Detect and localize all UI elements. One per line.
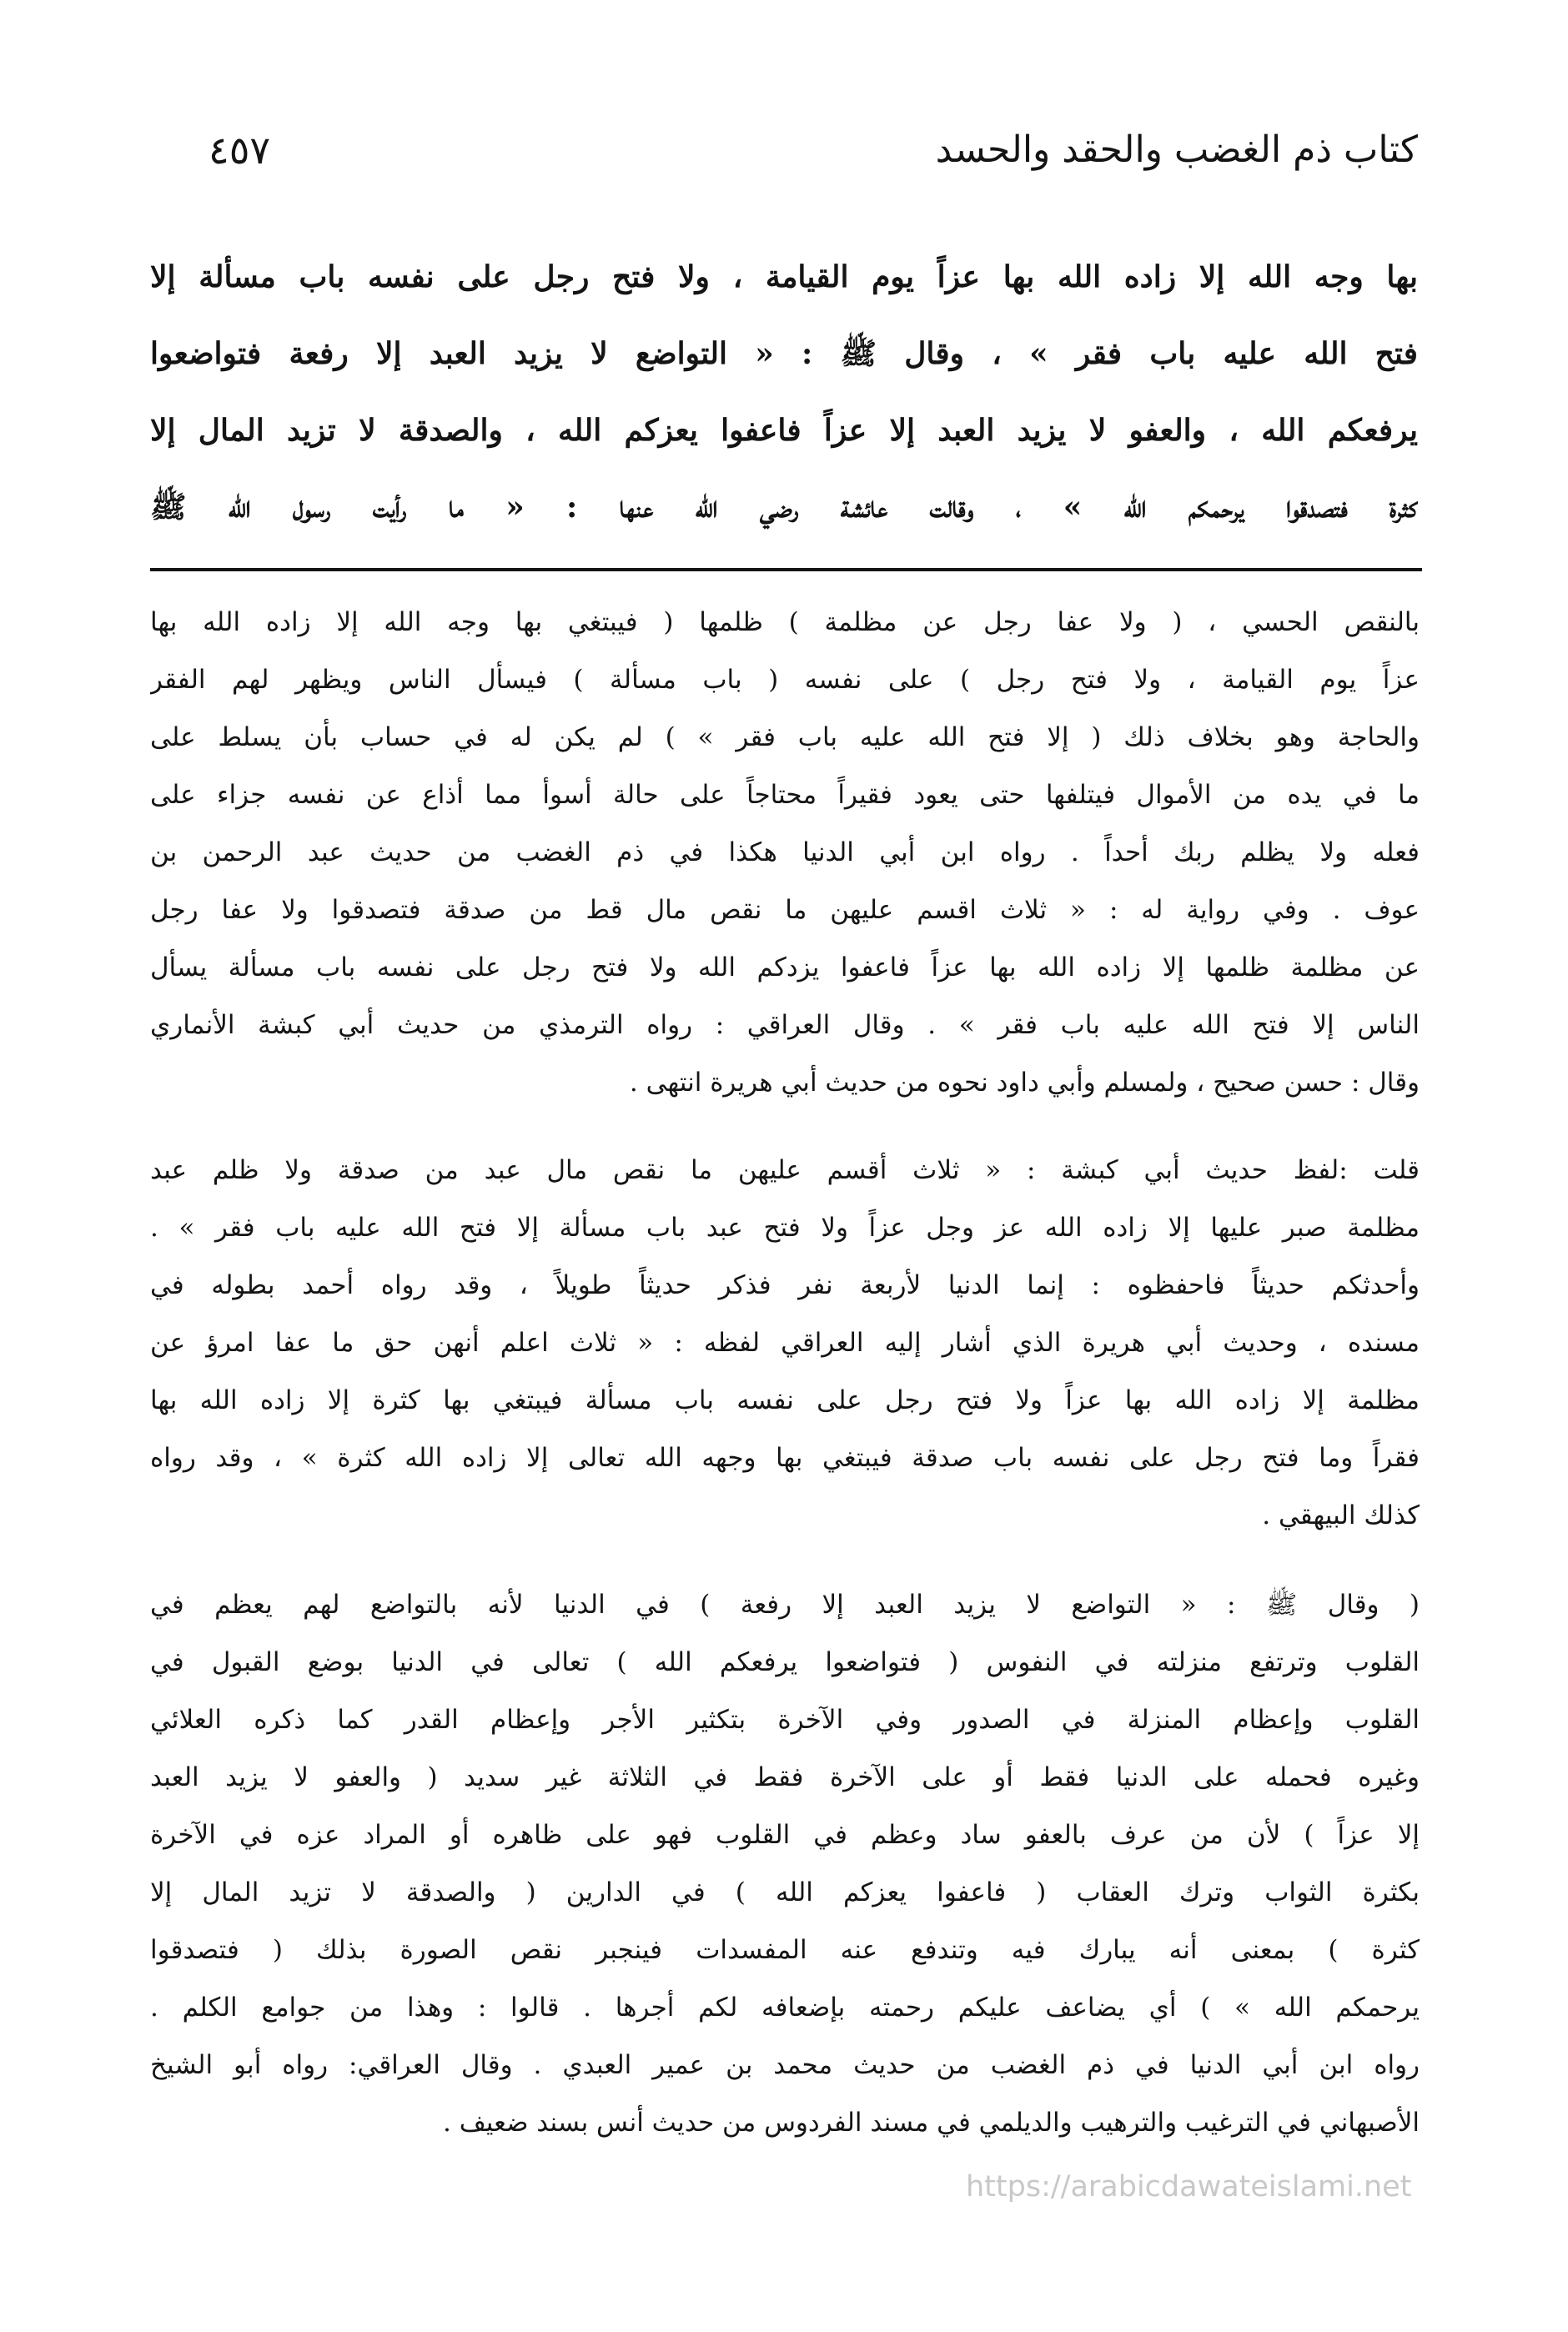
commentary-line: فعله ولا يظلم ربك أحداً . رواه ابن أبي الدنيا هكذا في ذم الغضب من حديث عبد الرحمن بن xyxy=(150,837,1420,867)
commentary-line: فقراً وما فتح رجل على نفسه باب صدقة فيبتغي بها وجهه الله تعالى إلا زاده الله كثرة » ، وقد رواه xyxy=(150,1443,1420,1473)
commentary-paragraph-1 xyxy=(150,594,1420,1112)
paragraph-spacer xyxy=(150,1545,1420,1576)
main-text-line: كثرة فتصدقوا يرحمكم الله » ، وقالت عائشة رضي الله عنها : « ما رأيت رسول الله ﷺ xyxy=(150,490,1418,525)
running-title: كتاب ذم الغضب والحقد والحسد xyxy=(935,128,1418,171)
commentary-line: كثرة ) بمعنى أنه يبارك فيه وتندفع عنه المفسدات فينجبر نقص الصورة بذلك ( فتصدقوا xyxy=(150,1935,1420,1965)
main-text-line: بها وجه الله إلا زاده الله بها عزاً يوم القيامة ، ولا فتح رجل على نفسه باب مسألة إلا xyxy=(150,259,1418,294)
commentary-line: وأحدثكم حديثاً فاحفظوه : إنما الدنيا لأربعة نفر فذكر حديثاً طويلاً ، وقد رواه أحمد بطوله في xyxy=(150,1270,1420,1300)
commentary-line: عن مظلمة ظلمها إلا زاده الله بها عزاً فاعفوا يزدكم الله ولا فتح رجل على نفسه باب مسألة يسأل xyxy=(150,952,1420,983)
section-divider xyxy=(150,568,1422,571)
commentary-line: القلوب وترتفع منزلته في النفوس ( فتواضعوا يرفعكم الله ) تعالى في الدنيا بوضع القبول في xyxy=(150,1647,1420,1677)
commentary-line: بالنقص الحسي ، ( ولا عفا رجل عن مظلمة ) ظلمها ( فيبتغي بها وجه الله إلا زاده الله بها xyxy=(150,607,1420,637)
commentary-line: يرحمكم الله » ) أي يضاعف عليكم رحمته بإضعافه لكم أجرها . قالوا : وهذا من جوامع الكلم . xyxy=(150,1993,1420,2023)
commentary-line: ( وقال ﷺ : « التواضع لا يزيد العبد إلا رفعة ) في الدنيا لأنه بالتواضع لهم يعظم في xyxy=(150,1590,1420,1620)
main-text-line: يرفعكم الله ، والعفو لا يزيد العبد إلا عزاً فاعفوا يعزكم الله ، والصدقة لا تزيد المال إلا xyxy=(150,413,1418,448)
commentary-line: بكثرة الثواب وترك العقاب ( فاعفوا يعزكم الله ) في الدارين ( والصدقة لا تزيد المال إلا xyxy=(150,1877,1420,1907)
commentary-line: مسنده ، وحديث أبي هريرة الذي أشار إليه العراقي لفظه : « ثلاث اعلم أنهن حق ما عفا امرؤ عن xyxy=(150,1328,1420,1358)
commentary-line: الناس إلا فتح الله عليه باب فقر » . وقال العراقي : رواه الترمذي من حديث أبي كبشة الأنماري xyxy=(150,1010,1420,1040)
commentary-line: عزاً يوم القيامة ، ولا فتح رجل ) على نفسه ( باب مسألة ) فيسأل الناس ويظهر لهم الفقر xyxy=(150,665,1420,695)
commentary xyxy=(150,594,1420,2152)
commentary-line: الأصبهاني في الترغيب والترهيب والديلمي في مسند الفردوس من حديث أنس بسند ضعيف . xyxy=(443,2108,1420,2138)
main-text xyxy=(150,239,1418,545)
commentary-line: ما في يده من الأموال فيتلفها حتى يعود فقيراً محتاجاً على حالة أسوأ مما أذاع عن نفسه جزاء على xyxy=(150,780,1420,810)
paragraph-spacer xyxy=(150,1112,1420,1142)
watermark-url: https://arabicdawateislami.net xyxy=(966,2170,1412,2204)
page-number: ٤٥٧ xyxy=(209,128,271,173)
commentary-line: قلت :لفظ حديث أبي كبشة : « ثلاث أقسم عليهن ما نقص مال عبد من صدقة ولا ظلم عبد xyxy=(150,1155,1420,1185)
commentary-line: إلا عزاً ) لأن من عرف بالعفو ساد وعظم في القلوب فهو على ظاهره أو المراد عزه في الآخرة xyxy=(150,1820,1420,1850)
commentary-paragraph-3 xyxy=(150,1576,1420,2152)
page-header xyxy=(150,125,1418,192)
commentary-line: رواه ابن أبي الدنيا في ذم الغضب من حديث محمد بن عمير العبدي . وقال العراقي: رواه أبو الشيخ xyxy=(150,2050,1420,2080)
commentary-line: عوف . وفي رواية له : « ثلاث اقسم عليهن ما نقص مال قط من صدقة فتصدقوا ولا عفا رجل xyxy=(150,895,1420,925)
commentary-line: كذلك البيهقي . xyxy=(1262,1500,1420,1530)
commentary-paragraph-2 xyxy=(150,1142,1420,1545)
commentary-line: والحاجة وهو بخلاف ذلك ( إلا فتح الله عليه باب فقر » ) لم يكن له في حساب بأن يسلط على xyxy=(150,722,1420,752)
commentary-line: مظلمة إلا زاده الله بها عزاً ولا فتح رجل على نفسه باب مسألة فيبتغي بها كثرة إلا زاده الله بها xyxy=(150,1385,1420,1415)
commentary-line: وقال : حسن صحيح ، ولمسلم وأبي داود نحوه من حديث أبي هريرة انتهى . xyxy=(629,1068,1420,1098)
commentary-line: وغيره فحمله على الدنيا فقط أو على الآخرة فقط في الثلاثة غير سديد ( والعفو لا يزيد العبد xyxy=(150,1762,1420,1792)
main-text-line: فتح الله عليه باب فقر » ، وقال ﷺ : « التواضع لا يزيد العبد إلا رفعة فتواضعوا xyxy=(150,336,1418,371)
commentary-line: مظلمة صبر عليها إلا زاده الله عز وجل عزاً ولا فتح عبد باب مسألة إلا فتح الله عليه باب فقر » . xyxy=(150,1213,1420,1243)
commentary-line: القلوب وإعظام المنزلة في الصدور وفي الآخرة بتكثير الأجر وإعظام القدر كما ذكره العلائي xyxy=(150,1705,1420,1735)
